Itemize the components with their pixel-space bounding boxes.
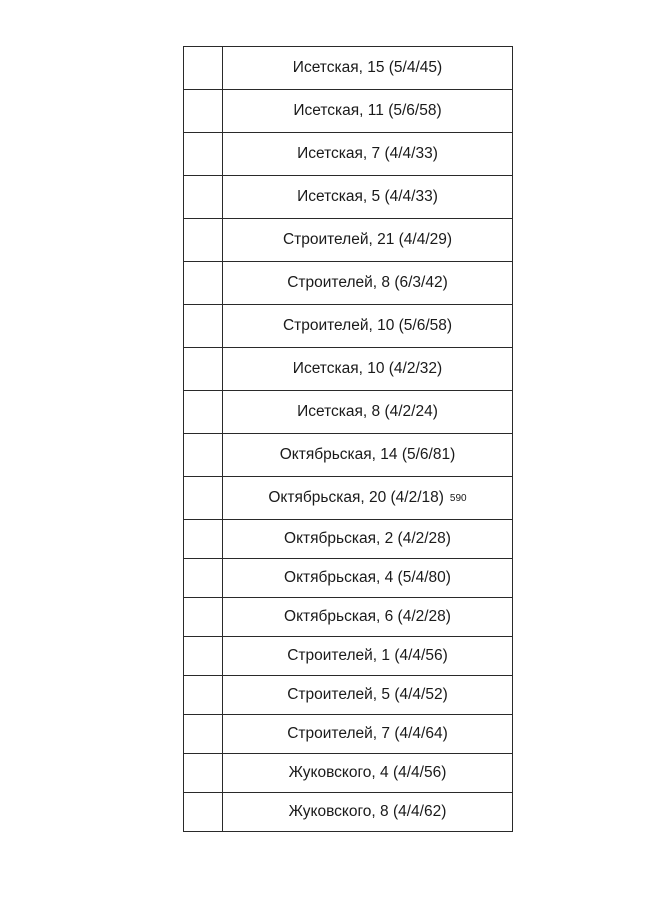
address-text: Строителей, 1 (4/4/56) xyxy=(287,647,448,664)
address-cell xyxy=(223,637,513,676)
address-text: Октябрьская, 2 (4/2/28) xyxy=(284,530,451,547)
table-row xyxy=(184,133,513,176)
table-row xyxy=(184,219,513,262)
address-text: Октябрьская, 4 (5/4/80) xyxy=(284,569,451,586)
address-cell xyxy=(223,793,513,832)
row-number-cell xyxy=(184,176,223,219)
row-number-cell xyxy=(184,477,223,520)
address-text: Исетская, 7 (4/4/33) xyxy=(297,145,438,162)
address-text: Исетская, 10 (4/2/32) xyxy=(292,360,443,377)
row-number-cell xyxy=(184,637,223,676)
table-row xyxy=(184,715,513,754)
row-number-cell xyxy=(184,715,223,754)
address-cell xyxy=(223,219,513,262)
address-cell xyxy=(223,133,513,176)
row-number-cell xyxy=(184,754,223,793)
address-text: Октябрьская, 20 (4/2/18) xyxy=(268,489,444,506)
row-number-cell xyxy=(184,348,223,391)
row-number-cell xyxy=(184,47,223,90)
row-number-cell xyxy=(184,305,223,348)
address-text: Октябрьская, 14 (5/6/81) xyxy=(279,446,456,463)
table-row xyxy=(184,391,513,434)
table-row xyxy=(184,90,513,133)
address-cell xyxy=(223,715,513,754)
address-cell xyxy=(223,559,513,598)
row-number-cell xyxy=(184,391,223,434)
address-text: Исетская, 8 (4/2/24) xyxy=(297,403,438,420)
address-text: Жуковского, 4 (4/4/56) xyxy=(288,764,447,781)
table-row xyxy=(184,262,513,305)
table-row xyxy=(184,434,513,477)
row-number-cell xyxy=(184,133,223,176)
address-table xyxy=(183,46,513,832)
table-row xyxy=(184,598,513,637)
table-row xyxy=(184,793,513,832)
address-text: Жуковского, 8 (4/4/62) xyxy=(288,803,447,820)
table-row xyxy=(184,676,513,715)
address-cell xyxy=(223,176,513,219)
address-text: Строителей, 10 (5/6/58) xyxy=(282,317,453,334)
address-cell xyxy=(223,520,513,559)
address-cell xyxy=(223,47,513,90)
address-text: Строителей, 21 (4/4/29) xyxy=(282,231,453,248)
address-text: Исетская, 5 (4/4/33) xyxy=(297,188,438,205)
address-text: Строителей, 7 (4/4/64) xyxy=(287,725,448,742)
address-text: Исетская, 15 (5/4/45) xyxy=(292,59,443,76)
address-cell xyxy=(223,477,513,520)
table-row xyxy=(184,520,513,559)
row-number-cell xyxy=(184,559,223,598)
address-cell xyxy=(223,348,513,391)
table-row xyxy=(184,348,513,391)
table-row xyxy=(184,176,513,219)
row-number-cell xyxy=(184,520,223,559)
address-cell xyxy=(223,676,513,715)
address-cell xyxy=(223,598,513,637)
table-row xyxy=(184,47,513,90)
row-number-cell xyxy=(184,676,223,715)
address-cell xyxy=(223,391,513,434)
table-row xyxy=(184,637,513,676)
row-number-cell xyxy=(184,598,223,637)
row-number-cell xyxy=(184,262,223,305)
row-number-cell xyxy=(184,793,223,832)
address-cell xyxy=(223,305,513,348)
address-cell xyxy=(223,434,513,477)
address-text: Исетская, 11 (5/6/58) xyxy=(293,102,442,119)
address-cell xyxy=(223,754,513,793)
table-row xyxy=(184,754,513,793)
table-row xyxy=(184,305,513,348)
address-cell xyxy=(223,262,513,305)
table-row xyxy=(184,559,513,598)
address-text: Октябрьская, 6 (4/2/28) xyxy=(284,608,451,625)
table-row xyxy=(184,477,513,520)
address-text: Строителей, 8 (6/3/42) xyxy=(287,274,448,291)
row-number-cell xyxy=(184,434,223,477)
row-number-cell xyxy=(184,219,223,262)
row-number-cell xyxy=(184,90,223,133)
address-text: Строителей, 5 (4/4/52) xyxy=(287,686,448,703)
address-cell xyxy=(223,90,513,133)
handwritten-note: 590 xyxy=(449,493,467,504)
